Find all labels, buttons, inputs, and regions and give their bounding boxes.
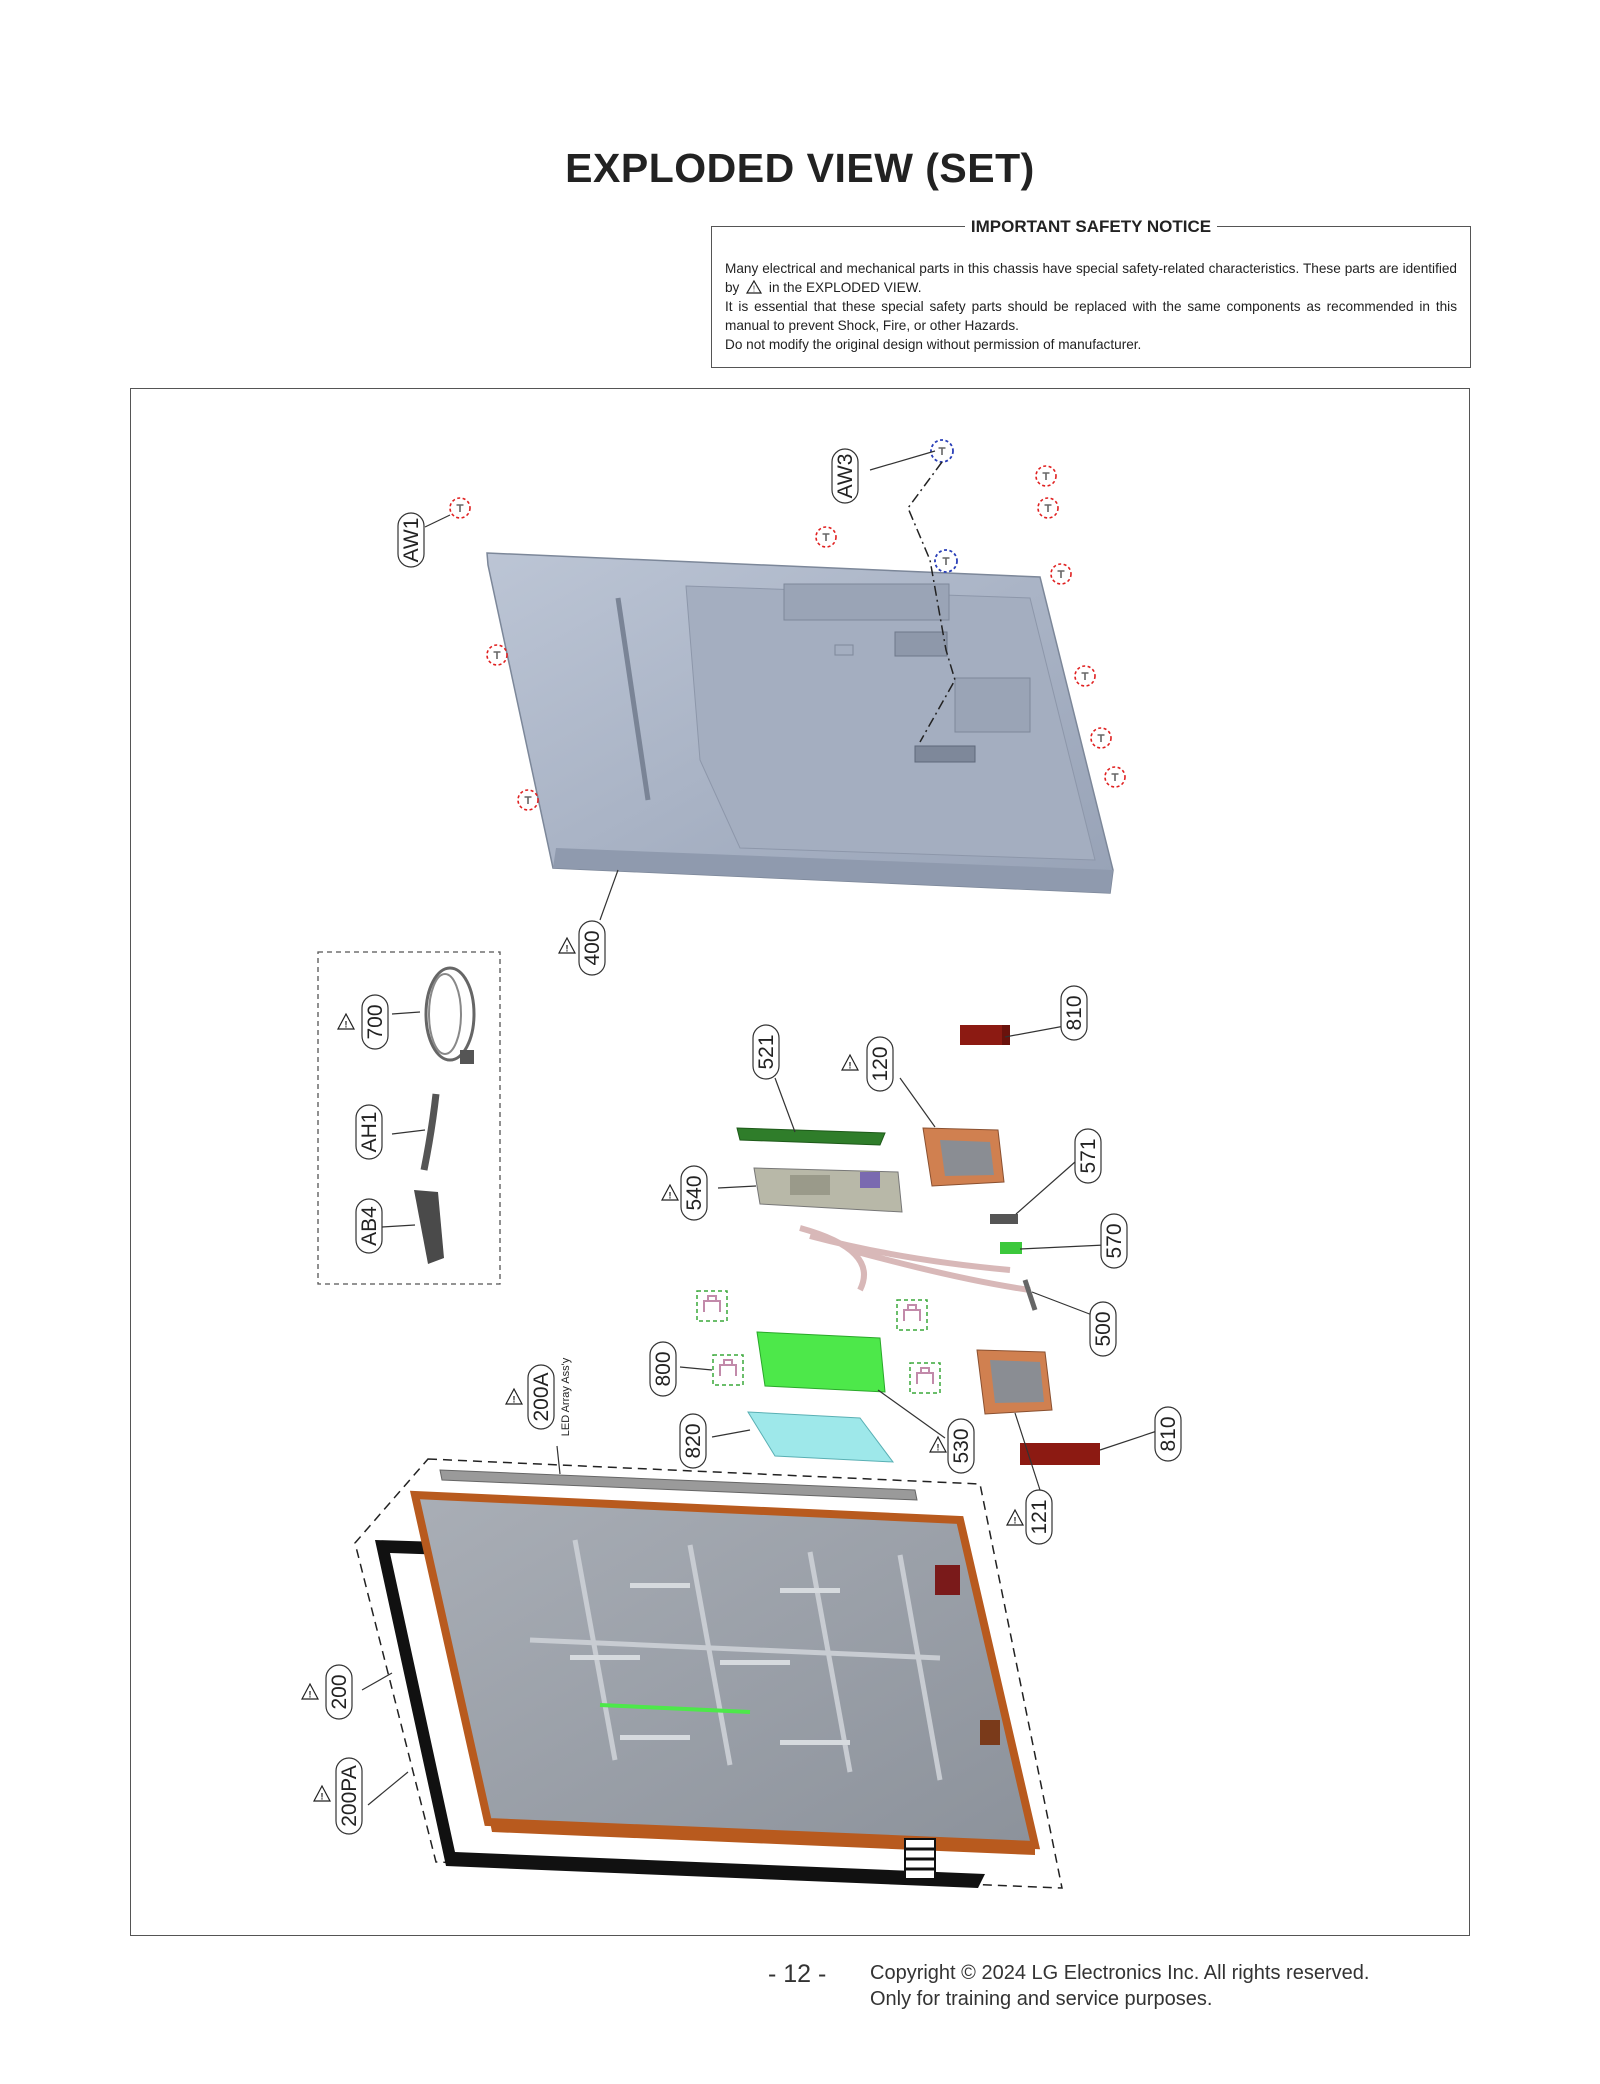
callout-200-text: 200 [328,1674,351,1710]
callout-500 [1090,1302,1116,1356]
callout-521 [753,1025,779,1079]
speaker-810-bottom [1020,1443,1100,1465]
callout-810-bottom [1155,1407,1181,1461]
notice-line2: It is essential that these special safety parts should be replaced with the same components as recommended in this manual to prevent Shock, Fire, or other Hazards. [725,299,1457,333]
callout-530-text: 530 [950,1428,973,1464]
cables-500 [800,1228,1030,1290]
copyright-line1: Copyright © 2024 LG Electronics Inc. All rights reserved. [870,1962,1370,1984]
callout-ah1-text: AH1 [358,1111,381,1153]
page-number: - 12 - [768,1960,827,1988]
safety-notice-title: IMPORTANT SAFETY NOTICE [965,217,1217,236]
callout-530 [948,1419,974,1473]
callout-ah1 [356,1105,382,1159]
callout-700-text: 700 [364,1004,387,1040]
callout-810-top [1061,986,1087,1040]
notice-line1b: in the EXPLODED VIEW. [768,280,922,295]
callout-aw1-text: AW1 [400,517,423,563]
callout-200pa-text: 200PA [338,1765,361,1827]
callout-aw1 [398,513,424,567]
led-array-label-text: LED Array Ass'y [560,1357,572,1437]
power-cord-700 [426,968,474,1064]
callout-810-top-text: 810 [1063,995,1086,1031]
led-array-label [560,1357,572,1436]
callout-400-text: 400 [581,930,604,966]
copyright-line2: Only for training and service purposes. [870,1988,1213,2010]
callout-aw3 [832,449,858,503]
callout-800 [650,1342,676,1396]
cable-bracket-ab4 [414,1190,444,1264]
callout-540-text: 540 [683,1175,706,1211]
cable-holder-ah1 [424,1094,436,1170]
bracket-521 [737,1128,885,1145]
callout-570 [1101,1214,1127,1268]
callout-700 [362,995,388,1049]
callout-120 [867,1037,893,1091]
page-title: EXPLODED VIEW (SET) [565,145,1035,191]
callout-571 [1075,1129,1101,1183]
callout-500-text: 500 [1092,1311,1115,1347]
callout-200a [528,1365,554,1429]
insulator-530 [757,1332,885,1392]
callout-571-text: 571 [1077,1138,1100,1174]
callout-521-text: 521 [755,1034,778,1070]
callout-820 [680,1414,706,1468]
callout-200a-text: 200A [530,1372,553,1422]
callout-800-text: 800 [652,1351,675,1387]
callout-200pa [336,1758,362,1834]
callout-820-text: 820 [682,1423,705,1459]
callout-570-text: 570 [1103,1223,1126,1259]
part-570 [1000,1242,1022,1254]
insulator-820 [748,1412,893,1462]
callout-ab4-text: AB4 [358,1206,381,1246]
callout-120-text: 120 [869,1046,892,1082]
callout-aw3-text: AW3 [834,453,857,499]
copyright [870,1960,1369,2012]
callout-ab4 [356,1199,382,1253]
callout-200 [326,1665,352,1719]
callout-121 [1026,1490,1052,1544]
speaker-810-top [960,1025,1002,1045]
callout-121-text: 121 [1028,1499,1051,1535]
callout-810-bottom-text: 810 [1157,1416,1180,1452]
notice-line1a: Many electrical and mechanical parts in this chassis have special safety-related characteristics. These parts are identified by [725,261,1457,295]
notice-line3: Do not modify the original design without permission of manufacturer. [725,337,1142,352]
lcd-panel-200 [415,1495,1035,1845]
back-cover-400 [487,553,1113,893]
svg-text:!: ! [753,284,756,294]
callout-540 [681,1166,707,1220]
callout-400 [579,921,605,975]
part-571 [990,1214,1018,1224]
